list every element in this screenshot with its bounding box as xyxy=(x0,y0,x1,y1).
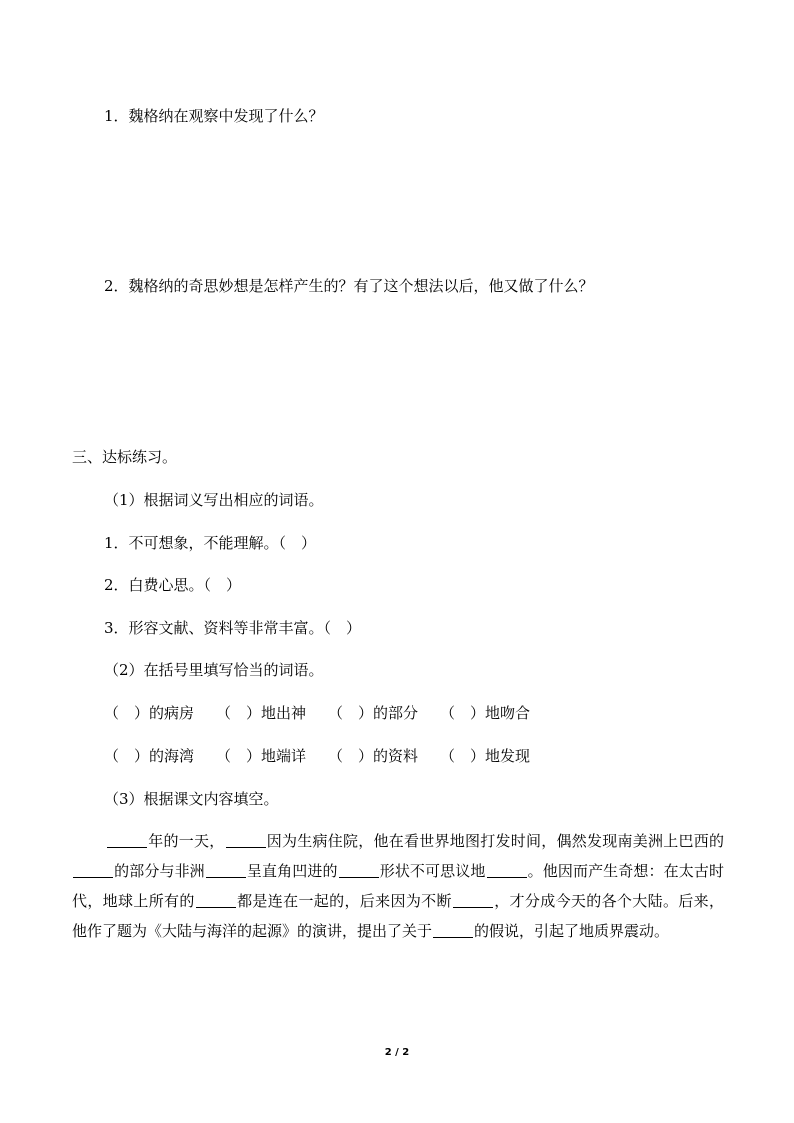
part1-item-3: 3．形容文献、资料等非常丰富。（ ） xyxy=(104,619,362,637)
fill-phrase: （ ）地吻合 xyxy=(440,704,531,722)
paragraph-text: 的部分与非洲 xyxy=(114,862,205,880)
paragraph-text: 呈直角凹进的 xyxy=(246,862,338,880)
answer-blank xyxy=(196,893,236,908)
section-3-title: 三、达标练习。 xyxy=(72,448,178,466)
fill-phrase: （ ）的病房 xyxy=(104,704,195,722)
fill-in-paragraph xyxy=(72,826,724,946)
paragraph-text: 都是连在一起的，后来因为不断 xyxy=(236,892,452,910)
fill-phrase: （ ）地端详 xyxy=(216,747,307,765)
fill-phrase: （ ）地出神 xyxy=(216,704,307,722)
part3-heading: （3）根据课文内容填空。 xyxy=(104,790,279,808)
answer-blank xyxy=(73,863,113,878)
part1-item-1: 1．不可想象，不能理解。（ ） xyxy=(104,534,317,552)
fill-phrase: （ ）地发现 xyxy=(440,747,531,765)
answer-blank xyxy=(339,863,379,878)
paragraph-text: 因为生病住院，他在看世界地图打发时间，偶然发现南美洲上巴西的 xyxy=(266,832,724,850)
question-1: 1．魏格纳在观察中发现了什么？ xyxy=(104,107,324,125)
paragraph-text: 的假说，引起了地质界震动。 xyxy=(474,922,670,940)
answer-blank xyxy=(226,833,266,848)
fill-phrase: （ ）的资料 xyxy=(328,747,419,765)
paragraph-text: 形状不可思议地 xyxy=(379,862,486,880)
answer-blank xyxy=(453,893,493,908)
part1-heading: （1）根据词义写出相应的词语。 xyxy=(104,491,324,509)
paragraph-text: 年的一天， xyxy=(148,832,225,850)
part2-heading: （2）在括号里填写恰当的词语。 xyxy=(104,661,324,679)
answer-blank xyxy=(206,863,246,878)
fill-phrase: （ ）的部分 xyxy=(328,704,419,722)
answer-blank xyxy=(433,923,473,938)
paragraph-text: 。他因而产生奇想：在太古时代，地球上所有的 xyxy=(72,862,724,910)
answer-blank xyxy=(107,833,147,848)
fill-phrase: （ ）的海湾 xyxy=(104,747,195,765)
answer-blank xyxy=(487,863,527,878)
paragraph-text: ，才分成今天的各个大陆。后来，他作了题为《大陆与海洋的起源》的演讲，提出了关于 xyxy=(72,892,724,940)
part1-item-2: 2．白费心思。（ ） xyxy=(104,576,242,594)
question-2: 2．魏格纳的奇思妙想是怎样产生的？有了这个想法以后，他又做了什么？ xyxy=(104,277,594,295)
page-number: 2 / 2 xyxy=(384,1047,410,1058)
